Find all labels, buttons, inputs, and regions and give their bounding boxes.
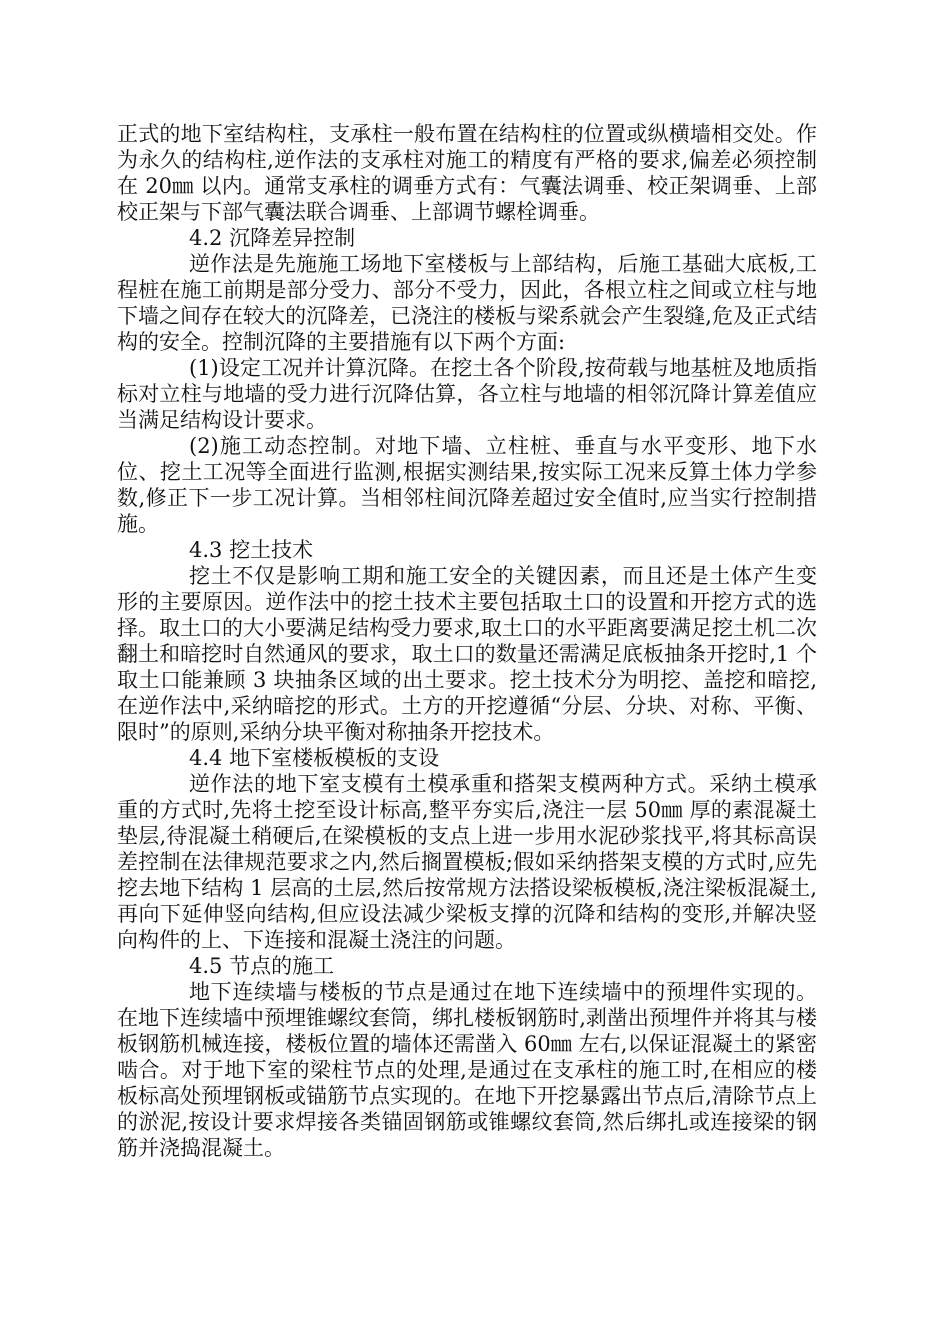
section-heading-4-2: 4.2 沉降差异控制 [189,226,356,250]
paragraph-settlement-intro: 逆作法是先施施工场地下室楼板与上部结构，后施工基础大底板,工程桩在施工前期是部分受力、部分不受力，因此，各根立柱之间或立柱与地下墙之间存在较大的沉降差，已浇注的楼板与梁系就会产生裂缝,危及正式结构的安全。控制沉降的主要措施有以下两个方面: [117,252,817,354]
paragraph-settlement-measure-2: (2)施工动态控制。对地下墙、立柱桩、垂直与水平变形、地下水位、挖土工况等全面进行监测,根据实测结果,按实际工况来反算土体力学参数,修正下一步工况计算。当相邻柱间沉降差超过安全值时,应当实行控制措施。 [117,434,817,536]
document-body [117,121,817,1161]
paragraph-settlement-measure-1: (1)设定工况并计算沉降。在挖土各个阶段,按荷载与地基桩及地质指标对立柱与地墙的受力进行沉降估算，各立柱与地墙的相邻沉降计算差值应当满足结构设计要求。 [117,356,817,432]
section-heading-4-4: 4.4 地下室楼板模板的支设 [189,746,440,770]
paragraph-support-column-continuation: 正式的地下室结构柱，支承柱一般布置在结构柱的位置或纵横墙相交处。作为永久的结构柱,逆作法的支承柱对施工的精度有严格的要求,偏差必须控制在 20㎜ 以内。通常支承柱的调垂方式有：气囊法调垂、校正架调垂、上部校正架与下部气囊法联合调垂、上部调节螺栓调垂。 [117,122,817,224]
section-heading-4-5: 4.5 节点的施工 [189,954,335,978]
paragraph-formwork-support: 逆作法的地下室支模有土模承重和搭架支模两种方式。采纳土模承重的方式时,先将土挖至设计标高,整平夯实后,浇注一层 50㎜ 厚的素混凝土垫层,待混凝土稍硬后,在梁模板的支点上进一步用水泥砂浆找平,将其标高误差控制在法律规范要求之内,然后搁置模板;假如采纳搭架支模的方式时,应先挖去地下结构 1 层高的土层,然后按常规方法搭设梁板模板,浇注梁板混凝土,再向下延伸竖向结构,但应设法减少梁板支撑的沉降和结构的变形,并解决竖向构件的上、下连接和混凝土浇注的问题。 [117,772,817,952]
paragraph-node-construction: 地下连续墙与楼板的节点是通过在地下连续墙中的预埋件实现的。在地下连续墙中预埋锥螺纹套筒，绑扎楼板钢筋时,剥凿出预埋件并将其与楼板钢筋机械连接，楼板位置的墙体还需凿入 60㎜ 左右,以保证混凝土的紧密啮合。对于地下室的梁柱节点的处理,是通过在支承柱的施工时,在相应的楼板标高处预埋钢板或锚筋节点实现的。在地下开挖暴露出节点后,清除节点上的淤泥,按设计要求焊接各类锚固钢筋或锥螺纹套筒,然后绑扎或连接梁的钢筋并浇捣混凝土。 [117,980,817,1160]
section-heading-4-3: 4.3 挖土技术 [189,538,314,562]
paragraph-excavation-technique: 挖土不仅是影响工期和施工安全的关键因素，而且还是土体产生变形的主要原因。逆作法中的挖土技术主要包括取土口的设置和开挖方式的选择。取土口的大小要满足结构受力要求,取土口的水平距离要满足挖土机二次翻土和暗挖时自然通风的要求，取土口的数量还需满足底板抽条开挖时,1 个取土口能兼顾 3 块抽条区域的出土要求。挖土技术分为明挖、盖挖和暗挖,在逆作法中,采纳暗挖的形式。土方的开挖遵循“分层、分块、对称、平衡、限时”的原则,采纳分块平衡对称抽条开挖技术。 [117,564,817,744]
